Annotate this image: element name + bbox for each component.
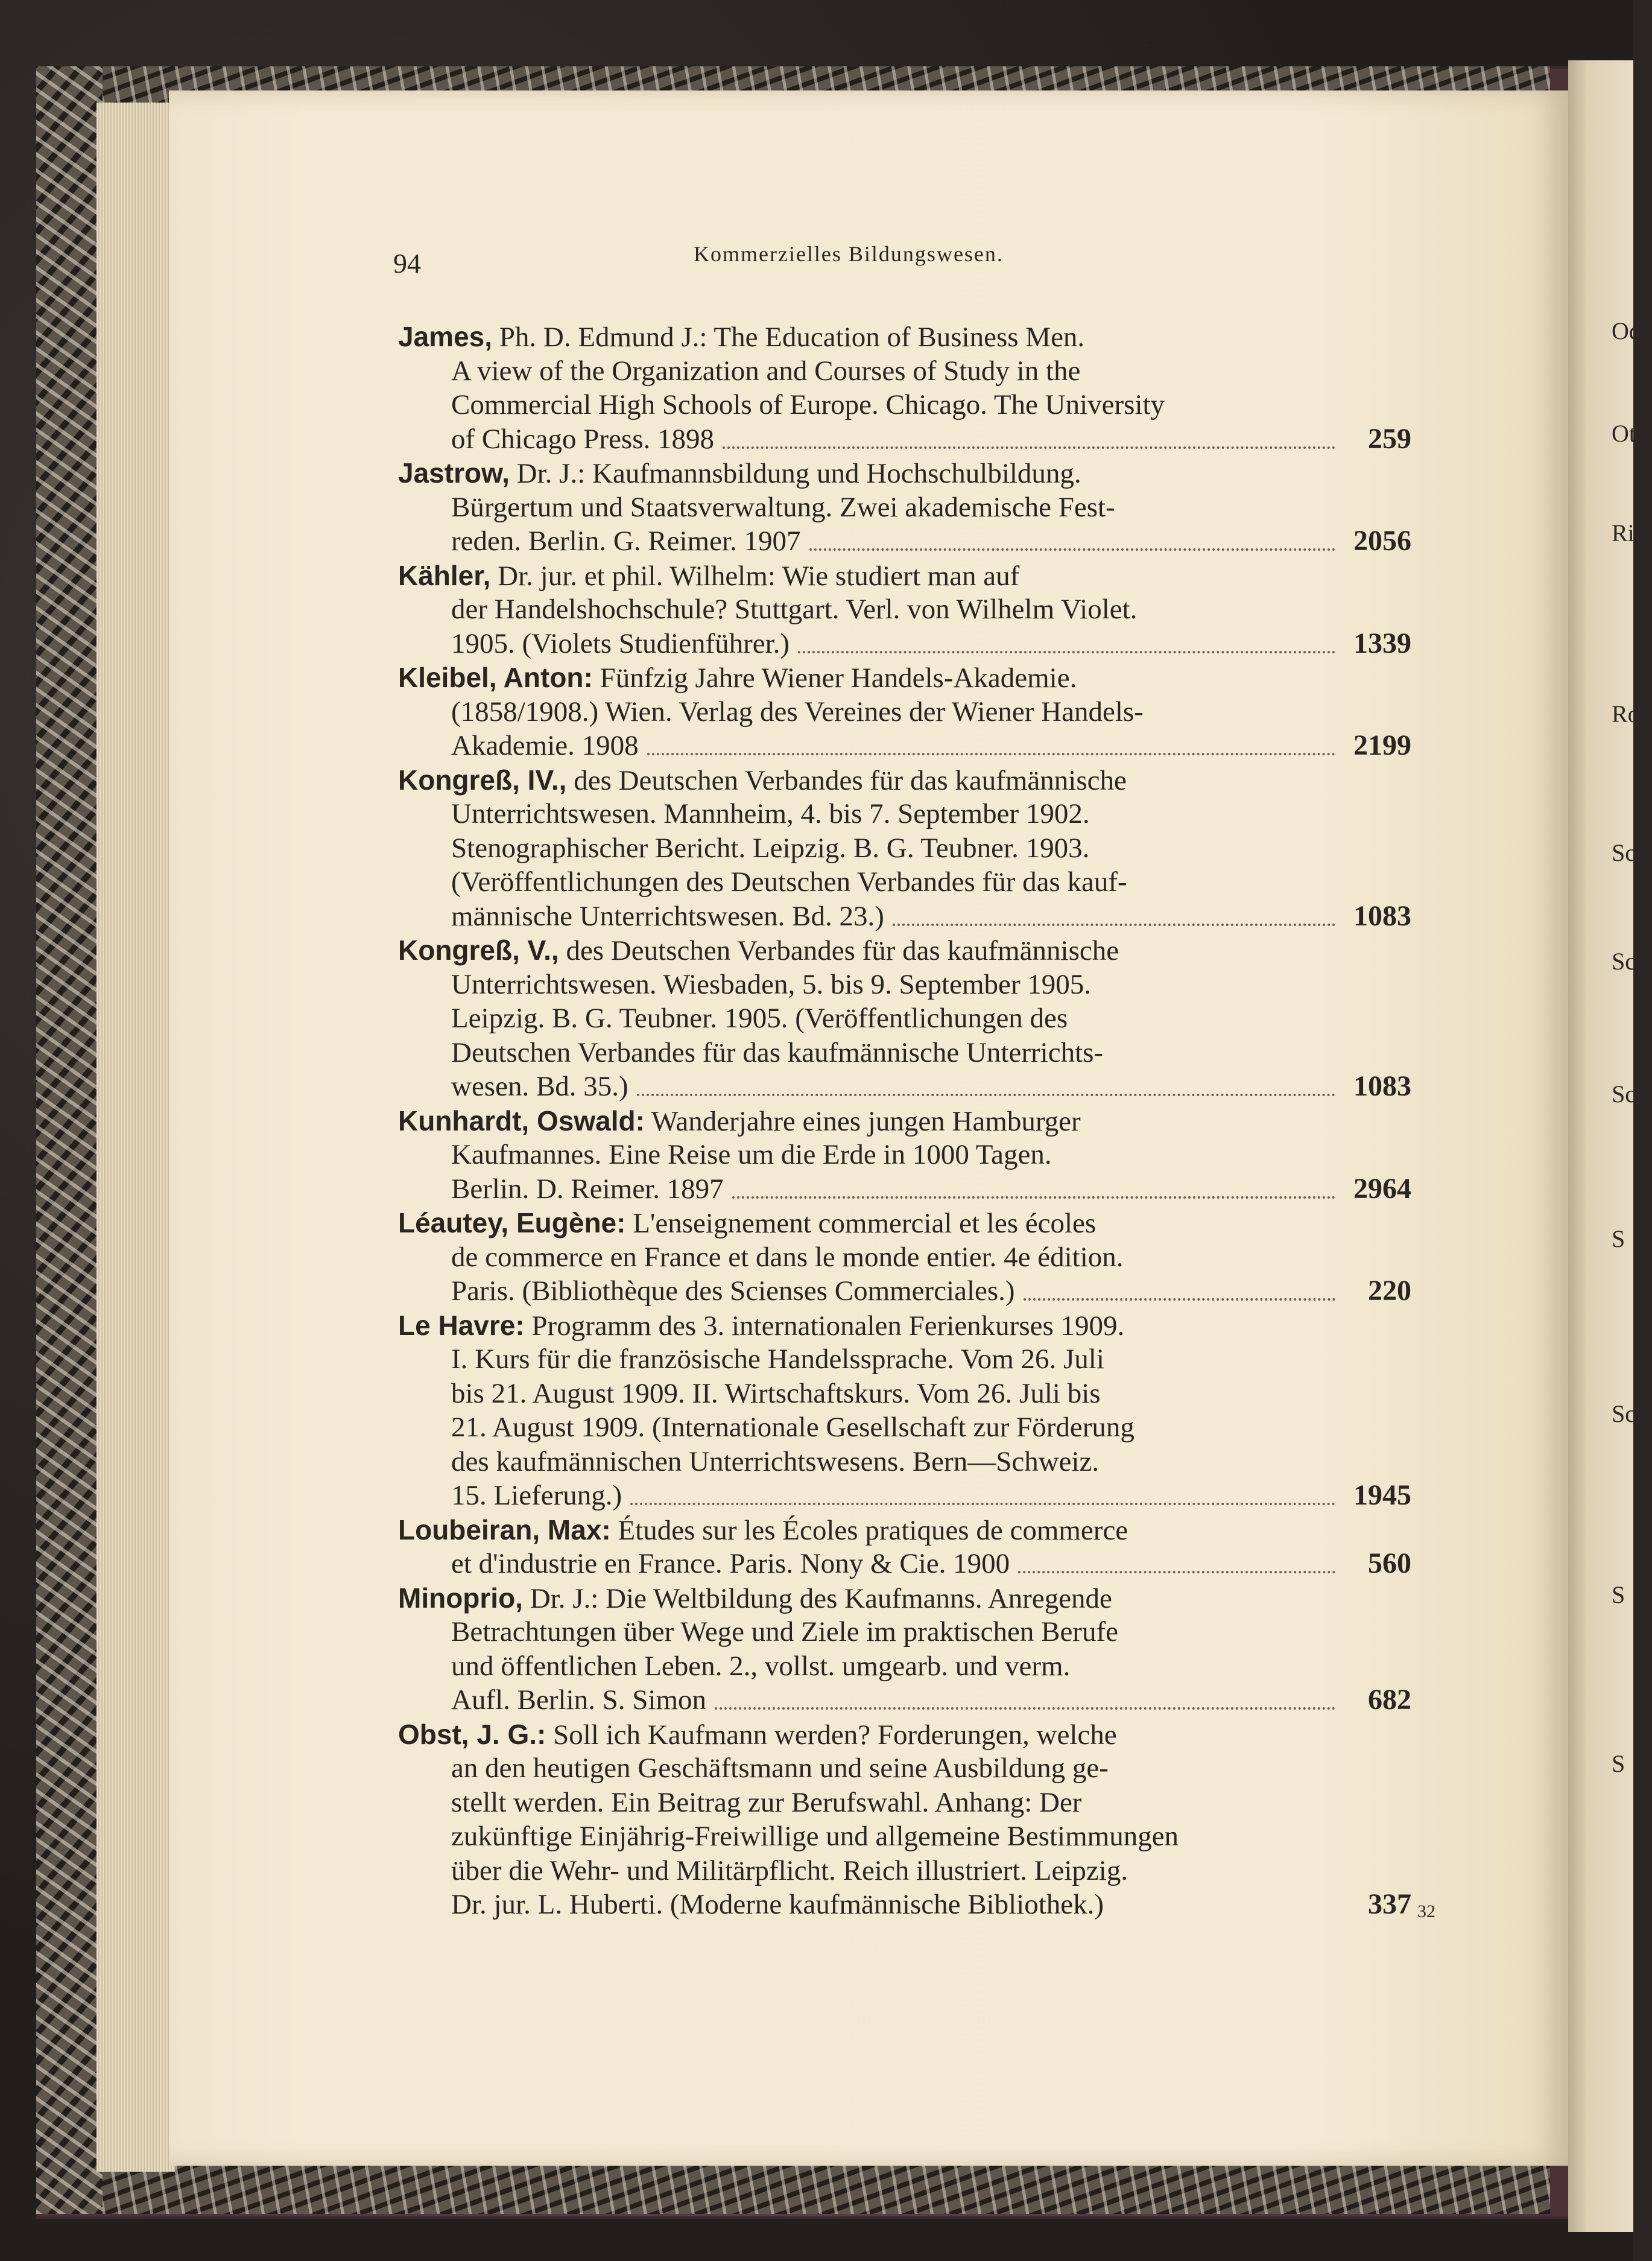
entry-text: L'enseignement commercial et les écoles <box>633 1208 1097 1239</box>
entry-author: Obst, J. G.: <box>398 1718 546 1750</box>
entry-text: an den heutigen Geschäftsmann und seine Ausbildung ge- <box>451 1752 1109 1784</box>
entry-continuation-line <box>451 1786 1081 1819</box>
entry-text: A view of the Organization and Courses of Study in the <box>451 355 1081 387</box>
entry-text: der Handelshochschule? Stuttgart. Verl. von Wilhelm Violet. <box>451 594 1138 625</box>
entry-text: Deutschen Verbandes für das kaufmännische Unterrichts- <box>451 1036 1104 1068</box>
leader-dots <box>630 1503 1335 1505</box>
entry-continuation-line <box>451 1377 1101 1410</box>
facing-page-word: Ro <box>1612 700 1640 728</box>
entry-continuation-line <box>451 865 1127 899</box>
entry-text: Stenographischer Bericht. Leipzig. B. G. Teubner. 1903. <box>451 832 1090 864</box>
catalog-number: 337 <box>1368 1888 1411 1920</box>
leader-dots <box>809 548 1335 551</box>
facing-page-word: Sc <box>1612 839 1636 866</box>
entry-text: über die Wehr- und Militärpflicht. Reich illustriert. Leipzig. <box>451 1854 1128 1886</box>
entry-first-line <box>398 320 1084 354</box>
entry-text: Akademie. 1908 <box>451 730 639 761</box>
entry-first-line <box>398 1513 1128 1547</box>
entry-author: Jastrow, <box>398 457 510 489</box>
leader-dots <box>1024 1298 1335 1301</box>
entry-text: zukünftige Einjährig-Freiwillige und allgemeine Bestimmungen <box>451 1821 1179 1852</box>
catalog-number: 2964 <box>1353 1172 1411 1205</box>
entry-continuation-line <box>451 1547 1010 1581</box>
entry-continuation-line <box>451 729 639 763</box>
entry-continuation-line <box>451 1036 1103 1070</box>
entry-author: Loubeiran, Max: <box>398 1514 611 1546</box>
entry-first-line <box>398 1308 1124 1343</box>
facing-page-word: Sc <box>1612 1400 1636 1427</box>
entry-author: Kleibel, Anton: <box>398 662 593 693</box>
entry-text: 15. Lieferung.) <box>451 1480 622 1511</box>
entry-text: Soll ich Kaufmann werden? Forderungen, welche <box>553 1719 1117 1751</box>
catalog-number: 682 <box>1368 1684 1411 1716</box>
entry-continuation-line <box>451 1649 1070 1683</box>
entry-text: Dr. J.: Kaufmannsbildung und Hochschulbildung. <box>516 458 1081 489</box>
entry-text: des kaufmännischen Unterrichtswesens. Bern—Schweiz. <box>451 1445 1100 1477</box>
entry-continuation-line <box>451 1001 1068 1035</box>
entry-first-line <box>398 1104 1081 1138</box>
leader-dots <box>893 924 1335 926</box>
entry-text: Dr. J.: Die Weltbildung des Kaufmanns. Anregende <box>530 1582 1112 1614</box>
marbled-endpaper-bottom <box>103 2166 1550 2214</box>
entry-continuation-line <box>451 490 1115 524</box>
entry-continuation-line <box>451 1615 1118 1649</box>
page-block-edges <box>97 103 175 2172</box>
leader-dots <box>798 651 1335 653</box>
catalog-number: 2199 <box>1353 729 1411 761</box>
leader-dots <box>732 1196 1335 1199</box>
entry-text: 1905. (Violets Studienführer.) <box>451 627 790 659</box>
entry-author: Kunhardt, Oswald: <box>398 1105 645 1137</box>
entry-continuation-line <box>451 1410 1135 1444</box>
facing-page-word: Sc <box>1612 948 1636 975</box>
entry-continuation-line <box>451 1445 1099 1479</box>
entry-first-line <box>398 1206 1096 1240</box>
entry-text: Ph. D. Edmund J.: The Education of Business Men. <box>499 322 1085 353</box>
signature-mark: 32 <box>1417 1901 1435 1921</box>
entry-text: des Deutschen Verbandes für das kaufmännische <box>566 935 1119 966</box>
entry-text: (1858/1908.) Wien. Verlag des Vereines der Wiener Handels- <box>451 696 1144 728</box>
facing-page-word: Sc <box>1612 1080 1636 1108</box>
entry-author: Kongreß, V., <box>398 934 559 966</box>
entry-text: reden. Berlin. G. Reimer. 1907 <box>451 525 801 557</box>
entry-continuation-line <box>451 1888 1104 1921</box>
entry-text: Paris. (Bibliothèque des Scienses Commerciales.) <box>451 1275 1015 1307</box>
entry-text: Commercial High Schools of Europe. Chicago. The University <box>451 389 1165 420</box>
entry-text: de commerce en France et dans le monde entier. 4e édition. <box>451 1241 1124 1273</box>
entry-text: Programm des 3. internationalen Ferienkurses 1909. <box>531 1310 1125 1342</box>
entry-text: Fünfzig Jahre Wiener Handels-Akademie. <box>600 662 1077 694</box>
entry-text: Wanderjahre eines jungen Hamburger <box>651 1105 1081 1137</box>
entry-first-line <box>398 933 1119 968</box>
entry-text: Aufl. Berlin. S. Simon <box>451 1684 707 1716</box>
entry-text: Bürgertum und Staatsverwaltung. Zwei akademische Fest- <box>451 491 1115 523</box>
entry-continuation-line <box>451 1854 1128 1888</box>
entry-first-line <box>398 559 1019 593</box>
entry-text: Unterrichtswesen. Wiesbaden, 5. bis 9. September 1905. <box>451 968 1092 1000</box>
entry-continuation-line <box>451 1172 724 1206</box>
catalog-number: 1945 <box>1353 1479 1411 1511</box>
entry-continuation-line <box>451 627 790 661</box>
entry-text: bis 21. August 1909. II. Wirtschaftskurs. Vom 26. Juli bis <box>451 1377 1101 1409</box>
entry-text: 21. August 1909. (Internationale Gesellschaft zur Förderung <box>451 1412 1135 1443</box>
entry-author: Kähler, <box>398 559 491 591</box>
catalog-number: 1083 <box>1353 899 1411 932</box>
entry-text: stellt werden. Ein Beitrag zur Berufswahl. Anhang: Der <box>451 1786 1082 1818</box>
entry-continuation-line <box>451 1819 1179 1853</box>
leader-dots <box>715 1707 1335 1710</box>
entry-continuation-line <box>451 1240 1124 1274</box>
facing-page-word: Ode <box>1612 317 1652 344</box>
leader-dots <box>723 446 1335 449</box>
catalog-number: 220 <box>1368 1275 1411 1307</box>
entry-text: wesen. Bd. 35.) <box>451 1071 628 1102</box>
entry-continuation-line <box>451 831 1089 865</box>
catalog-number: 2056 <box>1353 525 1411 557</box>
entry-text: Berlin. D. Reimer. 1897 <box>451 1173 724 1205</box>
entry-text: Dr. jur. et phil. Wilhelm: Wie studiert man auf <box>498 560 1020 592</box>
entry-continuation-line <box>451 1342 1104 1376</box>
catalog-number: 1339 <box>1353 627 1411 659</box>
catalog-number: 560 <box>1368 1547 1411 1579</box>
entry-continuation-line <box>451 524 801 558</box>
catalog-number: 1083 <box>1353 1070 1411 1102</box>
entry-text: männische Unterrichtswesen. Bd. 23.) <box>451 900 884 932</box>
entry-text: et d'industrie en France. Paris. Nony & Cie. 1900 <box>451 1548 1010 1579</box>
leader-dots <box>647 753 1335 755</box>
entry-first-line <box>398 456 1081 490</box>
entry-text: Dr. jur. L. Huberti. (Moderne kaufmännische Bibliothek.) <box>451 1889 1104 1920</box>
entry-continuation-line <box>451 1274 1015 1308</box>
marbled-endpaper-left <box>36 66 103 2214</box>
entry-first-line <box>398 1717 1117 1752</box>
entry-continuation-line <box>451 899 884 933</box>
facing-page-word: Ri <box>1612 519 1635 547</box>
entry-continuation-line <box>451 1138 1052 1172</box>
page-number: 94 <box>393 248 421 279</box>
entry-text: Leipzig. B. G. Teubner. 1905. (Veröffentlichungen des <box>451 1003 1068 1034</box>
entry-continuation-line <box>451 968 1091 1001</box>
entry-text: Unterrichtswesen. Mannheim, 4. bis 7. September 1902. <box>451 798 1090 829</box>
facing-page-word: S <box>1612 1581 1625 1608</box>
leader-dots <box>637 1094 1335 1096</box>
entry-continuation-line <box>451 422 714 456</box>
leader-dots <box>1018 1571 1335 1573</box>
facing-page-word: Ott <box>1612 420 1643 447</box>
entry-continuation-line <box>451 1479 622 1512</box>
entry-continuation-line <box>451 1683 706 1717</box>
facing-page-word: S <box>1612 1225 1625 1252</box>
entry-author: Léautey, Eugène: <box>398 1207 626 1238</box>
catalog-number: 259 <box>1368 422 1411 455</box>
entry-first-line <box>398 1581 1112 1616</box>
entry-continuation-line <box>451 354 1080 388</box>
entry-continuation-line <box>451 1070 628 1103</box>
entry-text: Études sur les Écoles pratiques de commerce <box>618 1514 1128 1546</box>
entry-first-line <box>398 763 1127 798</box>
entry-author: Kongreß, IV., <box>398 764 567 796</box>
entry-text: of Chicago Press. 1898 <box>451 423 715 455</box>
entry-text: (Veröffentlichungen des Deutschen Verbandes für das kauf- <box>451 866 1127 898</box>
entry-text: und öffentlichen Leben. 2., vollst. umgearb. und verm. <box>451 1650 1071 1682</box>
entry-first-line <box>398 661 1077 695</box>
running-head: Kommerzielles Bildungswesen. <box>694 242 1004 266</box>
entry-text: I. Kurs für die französische Handelssprache. Vom 26. Juli <box>451 1343 1104 1375</box>
entry-text: Betrachtungen über Wege und Ziele im praktischen Berufe <box>451 1616 1118 1647</box>
entry-text: des Deutschen Verbandes für das kaufmännische <box>574 764 1127 796</box>
entry-continuation-line <box>451 592 1137 626</box>
entry-author: James, <box>398 321 493 352</box>
entry-continuation-line <box>451 388 1165 422</box>
entry-continuation-line <box>451 797 1090 831</box>
entry-continuation-line <box>451 1751 1109 1785</box>
entry-author: Minoprio, <box>398 1582 523 1614</box>
facing-page-word: S <box>1612 1750 1625 1777</box>
facing-page-edge <box>1568 60 1633 2232</box>
entry-author: Le Havre: <box>398 1309 525 1341</box>
entry-text: Kaufmannes. Eine Reise um die Erde in 1000 Tagen. <box>451 1139 1052 1170</box>
entry-continuation-line <box>451 695 1144 729</box>
